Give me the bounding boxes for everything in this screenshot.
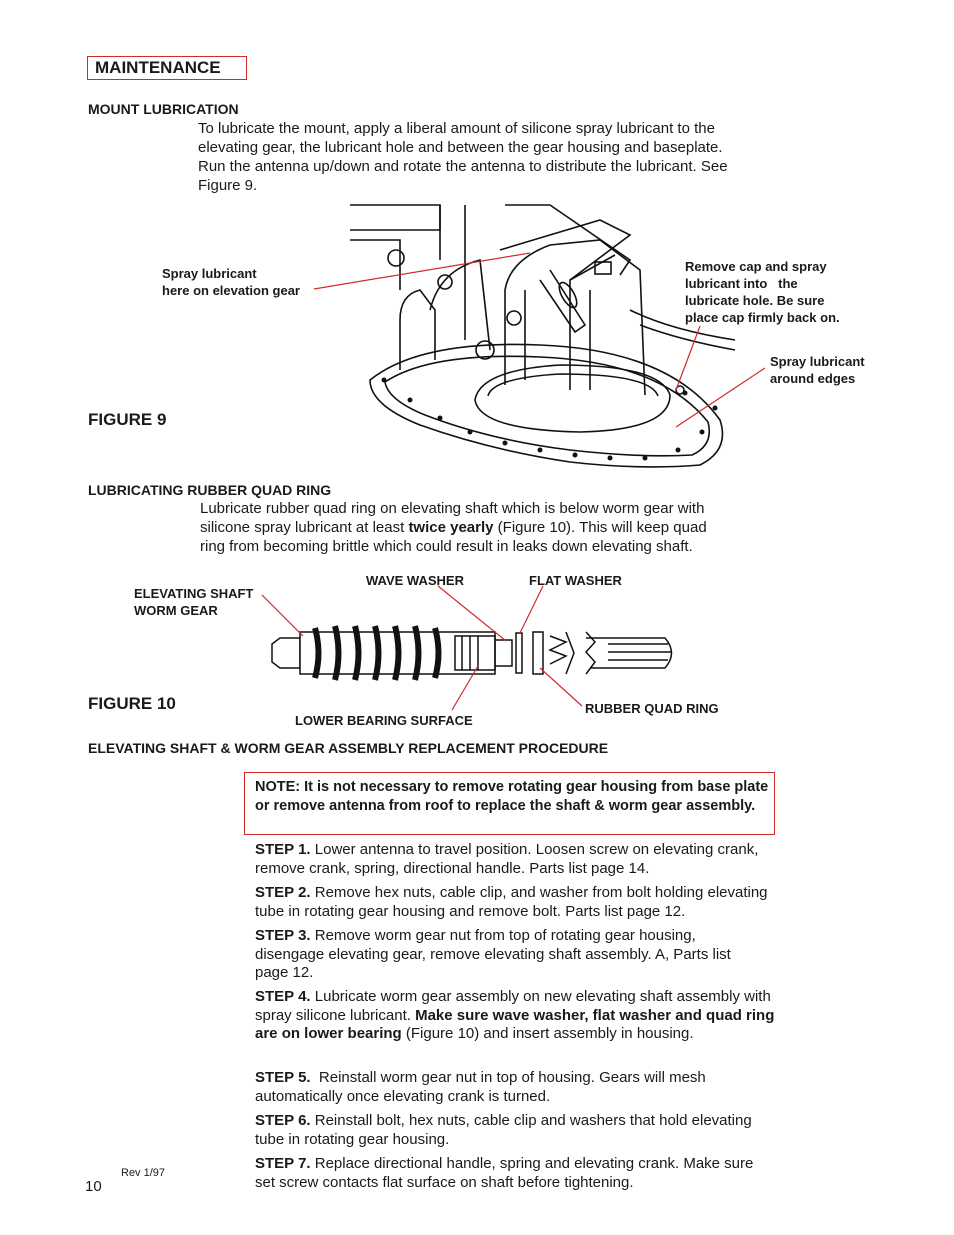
- replacement-heading: ELEVATING SHAFT & WORM GEAR ASSEMBLY REPLACEMENT PROCEDURE: [88, 740, 609, 756]
- label-flat-washer: FLAT WASHER: [529, 573, 622, 588]
- figure-9-leaders: [0, 0, 954, 480]
- revision-label: Rev 1/97: [121, 1167, 166, 1179]
- callout-elevation-gear: Spray lubricant here on elevation gear: [162, 266, 300, 298]
- figure-10-label: FIGURE 10: [88, 694, 176, 713]
- quad-ring-heading: LUBRICATING RUBBER QUAD RING: [88, 482, 332, 498]
- callout-lubricate-hole: Remove cap and spray lubricant into the lubricate hole. Be sure place cap firmly back on.: [685, 259, 840, 325]
- note-box: [244, 772, 775, 835]
- callout-around-edges: Spray lubricant around edges: [770, 354, 865, 386]
- step-4: STEP 4. Lubricate worm gear assembly on new elevating shaft assembly with spray silicone lubricant. Make sure wave washer, flat washer and quad ring are on lower bearing (Figure 10) and insert assembly in housing.: [255, 988, 775, 1042]
- step-6: STEP 6. Reinstall bolt, hex nuts, cable clip and washers that hold elevating tube in rotating gear housing.: [255, 1112, 752, 1148]
- label-quad-ring: RUBBER QUAD RING: [585, 701, 719, 716]
- figure-9-label: FIGURE 9: [88, 410, 167, 429]
- figure-10-illustration: [0, 560, 954, 730]
- page-number: 10: [85, 1178, 102, 1195]
- quad-ring-body: Lubricate rubber quad ring on elevating shaft which is below worm gear with silicone spray lubricant at least twice yearly (Figure 10). This will keep quad ring from becoming brittle which could result in leaks down elevating shaft.: [200, 500, 707, 555]
- step-7: STEP 7. Replace directional handle, spring and elevating crank. Make sure set screw contacts flat surface on shaft before tightening.: [255, 1155, 754, 1191]
- step-3: STEP 3. Remove worm gear nut from top of rotating gear housing, disengage elevating gear, remove elevating shaft assembly. A, Parts list page 12.: [255, 927, 731, 981]
- step-5: STEP 5. Reinstall worm gear nut in top of housing. Gears will mesh automatically once elevating crank is turned.: [255, 1069, 710, 1105]
- step-2: STEP 2. Remove hex nuts, cable clip, and washer from bolt holding elevating tube in rotating gear housing and remove bolt. Parts list page 12.: [255, 884, 768, 920]
- label-worm-gear: ELEVATING SHAFT WORM GEAR: [134, 586, 254, 618]
- step-1: STEP 1. Lower antenna to travel position. Loosen screw on elevating crank, remove crank, spring, directional handle. Parts list page 14.: [255, 841, 759, 877]
- note-text: NOTE: It is not necessary to remove rotating gear housing from base plate or remove antenna from roof to replace the shaft & worm gear assembly.: [255, 779, 769, 814]
- label-lower-bearing: LOWER BEARING SURFACE: [295, 713, 473, 728]
- mount-lubrication-body: To lubricate the mount, apply a liberal amount of silicone spray lubricant to the elevating gear, the lubricant hole and between the gear housing and baseplate. Run the antenna up/down and rotate the antenna to distribute the lubricant. See Figure 9.: [198, 120, 728, 194]
- mount-lubrication-heading: MOUNT LUBRICATION: [88, 101, 239, 117]
- label-wave-washer: WAVE WASHER: [366, 573, 464, 588]
- section-title: MAINTENANCE: [95, 58, 221, 77]
